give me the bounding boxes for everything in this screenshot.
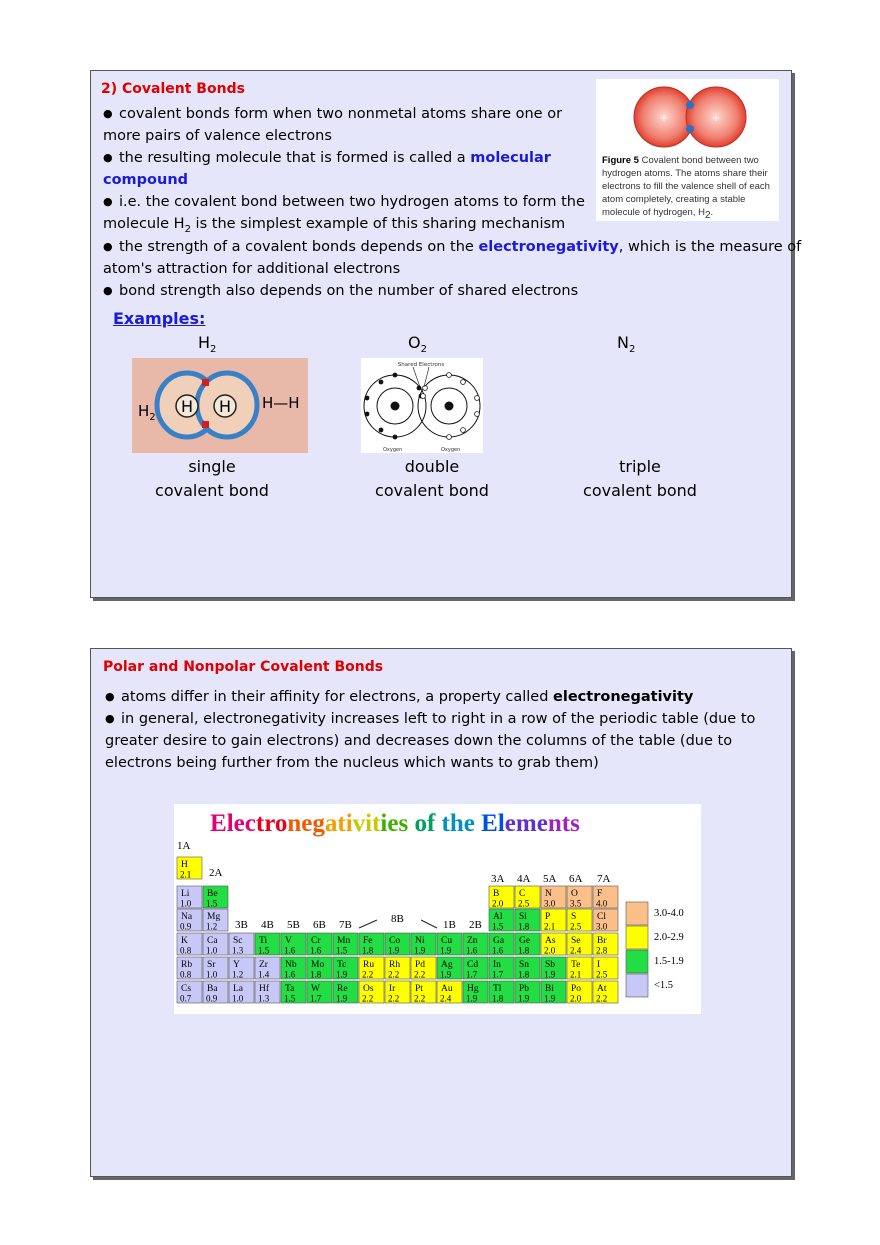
electron-icon <box>686 125 694 133</box>
h2-atoms-illustration <box>596 79 779 151</box>
element-symbol: Ga <box>493 936 505 946</box>
element-en-value: 1.4 <box>258 969 270 980</box>
bullet-1-cont: more pairs of valence electrons <box>103 128 332 144</box>
group-label-1b: 1B <box>443 919 456 931</box>
element-symbol: Tl <box>493 984 502 994</box>
element-en-value: 1.5 <box>492 921 504 932</box>
slide-title: Polar and Nonpolar Covalent Bonds <box>103 659 384 675</box>
element-en-value: 2.5 <box>570 921 582 932</box>
element-en-value: 2.1 <box>570 969 582 980</box>
element-en-value: 2.1 <box>544 921 556 932</box>
element-en-value: 1.2 <box>206 921 218 932</box>
element-en-value: 1.5 <box>284 993 296 1004</box>
element-en-value: 1.6 <box>310 945 322 956</box>
bullet-dot-icon: ● <box>105 690 115 703</box>
element-en-value: 1.5 <box>258 945 270 956</box>
element-en-value: 1.9 <box>440 969 452 980</box>
bullet-2-cont-2: electrons being further from the nucleus which wants to grab them) <box>105 755 599 771</box>
slide-title: 2) Covalent Bonds <box>101 81 245 97</box>
group-label-6b: 6B <box>313 919 326 931</box>
element-en-value: 2.2 <box>596 993 608 1004</box>
legend-range-label: 2.0-2.9 <box>654 932 684 943</box>
element-symbol: Cr <box>311 936 321 946</box>
element-en-value: 3.0 <box>596 921 608 932</box>
group-label-5a: 5A <box>543 873 557 885</box>
element-symbol: At <box>597 984 607 994</box>
element-en-value: 3.5 <box>570 898 582 909</box>
h-atom-left-label: H <box>180 397 194 416</box>
h2-structural-formula: H—H <box>262 394 300 412</box>
element-en-value: 0.9 <box>206 993 218 1004</box>
element-symbol: Ru <box>363 960 375 970</box>
element-en-value: 1.7 <box>310 993 322 1004</box>
periodic-table-graphic <box>174 804 701 1014</box>
term-electronegativity: electronegativity <box>553 689 694 705</box>
element-en-value: 1.8 <box>492 993 504 1004</box>
bullet-dot-icon: ● <box>103 240 113 253</box>
element-en-value: 1.0 <box>232 993 244 1004</box>
figure-caption: Figure 5 Covalent bond between two hydrogen atoms. The atoms share their electrons to fill the valence shell of each atom completely, creating a stable molecule of hydrogen, $H_2$. <box>602 155 770 221</box>
element-symbol: Hf <box>259 984 270 994</box>
nucleus-icon <box>445 402 454 411</box>
element-en-value: 1.9 <box>544 993 556 1004</box>
element-symbol: Fe <box>363 936 373 946</box>
element-symbol: Ni <box>415 936 425 946</box>
element-symbol: Te <box>571 960 581 970</box>
element-symbol: Ir <box>389 984 396 994</box>
element-en-value: 1.9 <box>544 969 556 980</box>
element-en-value: 4.0 <box>596 898 608 909</box>
element-en-value: 1.6 <box>466 945 478 956</box>
element-symbol: Co <box>389 936 401 946</box>
element-en-value: 2.2 <box>362 993 374 1004</box>
element-en-value: 1.9 <box>388 945 400 956</box>
element-symbol: C <box>519 889 526 899</box>
element-en-value: 2.0 <box>492 898 504 909</box>
element-symbol: Ta <box>285 984 295 994</box>
molecule-o2-label: $O_2$ <box>408 333 427 356</box>
legend-swatch <box>626 926 648 949</box>
bullet-3: ● i.e. the covalent bond between two hydrogen atoms to form the <box>103 191 585 213</box>
element-symbol: As <box>545 936 556 946</box>
element-en-value: 1.9 <box>440 945 452 956</box>
element-symbol: Os <box>363 984 374 994</box>
element-en-value: 2.2 <box>362 969 374 980</box>
element-en-value: 1.3 <box>232 945 244 956</box>
element-symbol: Au <box>441 984 453 994</box>
element-en-value: 1.9 <box>466 993 478 1004</box>
element-symbol: Tc <box>337 960 347 970</box>
legend-range-label: <1.5 <box>654 980 674 991</box>
element-symbol: F <box>597 889 603 899</box>
bullet-4: ● the strength of a covalent bonds depends on the electronegativity, which is the measure of <box>103 236 801 258</box>
element-symbol: N <box>545 889 552 899</box>
bullet-3-cont: molecule $H_2$ is the simplest example of this sharing mechanism <box>103 216 566 235</box>
proton-plus-icon: + <box>711 113 721 124</box>
element-en-value: 1.8 <box>518 945 530 956</box>
bullet-2-cont-1: greater desire to gain electrons) and decreases down the columns of the table (due to <box>105 733 733 749</box>
element-symbol: Y <box>233 960 240 970</box>
element-en-value: 1.9 <box>518 993 530 1004</box>
element-en-value: 1.6 <box>284 945 296 956</box>
element-en-value: 2.2 <box>414 969 426 980</box>
oxygen-left-label: Oxygen <box>383 447 403 453</box>
legend-range-label: 1.5-1.9 <box>654 956 684 967</box>
element-symbol: Cd <box>467 960 479 970</box>
legend-range-label: 3.0-4.0 <box>654 908 684 919</box>
element-symbol: Cl <box>597 912 606 922</box>
bullet-5: ● bond strength also depends on the number of shared electrons <box>103 280 578 302</box>
group-label-7b: 7B <box>339 919 352 931</box>
element-symbol: Cu <box>441 936 453 946</box>
triple-bond-caption: triple covalent bond <box>583 457 697 500</box>
element-symbol: Mo <box>311 960 325 970</box>
term-compound: compound <box>103 172 189 188</box>
element-en-value: 1.0 <box>180 898 192 909</box>
element-symbol: P <box>545 912 551 922</box>
element-symbol: Be <box>207 889 218 899</box>
element-symbol: Sn <box>519 960 530 970</box>
single-bond-caption: single covalent bond <box>155 457 269 500</box>
element-symbol: Mg <box>207 912 221 922</box>
legend-swatch <box>626 974 648 997</box>
element-en-value: 1.6 <box>492 945 504 956</box>
group-label-8b: 8B <box>391 913 404 925</box>
electron-icon <box>686 101 694 109</box>
element-en-value: 2.2 <box>388 993 400 1004</box>
bullet-dot-icon: ● <box>103 151 113 164</box>
examples-heading: Examples: <box>113 309 206 328</box>
element-en-value: 0.8 <box>180 969 192 980</box>
oxygen-right-label: Oxygen <box>441 447 461 453</box>
element-symbol: Ba <box>207 984 218 994</box>
legend-swatch <box>626 950 648 973</box>
element-en-value: 2.0 <box>544 945 556 956</box>
h2-bond-diagram <box>132 358 308 453</box>
element-symbol: Rb <box>181 960 193 970</box>
element-symbol: Po <box>571 984 582 994</box>
element-symbol: Bi <box>545 984 554 994</box>
element-symbol: Na <box>181 912 193 922</box>
element-en-value: 1.9 <box>336 969 348 980</box>
element-en-value: 0.7 <box>180 993 192 1004</box>
element-en-value: 1.0 <box>206 969 218 980</box>
proton-plus-icon: + <box>659 113 669 124</box>
element-en-value: 3.0 <box>544 898 556 909</box>
nucleus-icon <box>391 402 400 411</box>
bullet-4-cont: atom's attraction for additional electrons <box>103 261 401 277</box>
element-symbol: Mn <box>337 936 351 946</box>
element-en-value: 2.4 <box>440 993 452 1004</box>
element-en-value: 2.2 <box>414 993 426 1004</box>
element-symbol: K <box>181 936 188 946</box>
element-symbol: Ca <box>207 936 218 946</box>
element-symbol: V <box>285 936 292 946</box>
element-symbol: Pd <box>415 960 426 970</box>
element-en-value: 1.8 <box>310 969 322 980</box>
element-en-value: 1.2 <box>232 969 244 980</box>
figure-h2-covalent-bond <box>596 79 779 221</box>
element-en-value: 2.2 <box>388 969 400 980</box>
h-atom-right-label: H <box>218 397 232 416</box>
element-en-value: 1.3 <box>258 993 270 1004</box>
element-en-value: 0.9 <box>180 921 192 932</box>
term-molecular: molecular <box>470 150 551 166</box>
element-symbol: Hg <box>467 984 479 994</box>
element-symbol: O <box>571 889 578 899</box>
element-symbol: I <box>597 960 601 970</box>
element-en-value: 1.5 <box>336 945 348 956</box>
group-label-3b: 3B <box>235 919 248 931</box>
group-label-4b: 4B <box>261 919 274 931</box>
bullet-dot-icon: ● <box>105 712 115 725</box>
group-label-2a: 2A <box>209 867 223 879</box>
element-symbol: La <box>233 984 244 994</box>
element-symbol: Rh <box>389 960 401 970</box>
element-symbol: Se <box>571 936 581 946</box>
term-electronegativity: electronegativity <box>478 239 619 255</box>
element-en-value: 1.8 <box>518 969 530 980</box>
element-en-value: 2.8 <box>596 945 608 956</box>
element-en-value: 1.5 <box>206 898 218 909</box>
bullet-dot-icon: ● <box>103 107 113 120</box>
bullet-dot-icon: ● <box>103 195 113 208</box>
element-symbol: Sr <box>207 960 216 970</box>
element-en-value: 0.8 <box>180 945 192 956</box>
bullet-1: ● atoms differ in their affinity for electrons, a property called electronegativity <box>105 686 693 708</box>
element-en-value: 1.7 <box>466 969 478 980</box>
electronegativity-table <box>174 804 701 1014</box>
group-label-2b: 2B <box>469 919 482 931</box>
element-symbol: Si <box>519 912 527 922</box>
bullet-dot-icon: ● <box>103 284 113 297</box>
element-en-value: 1.8 <box>518 921 530 932</box>
slide-polar-nonpolar <box>90 648 792 1177</box>
element-en-value: 2.4 <box>570 945 582 956</box>
element-symbol: Pb <box>519 984 530 994</box>
element-symbol: Al <box>493 912 503 922</box>
element-symbol: Ge <box>519 936 531 946</box>
element-en-value: 2.5 <box>518 898 530 909</box>
molecule-n2-label: $N_2$ <box>617 333 636 356</box>
element-symbol: Zn <box>467 936 478 946</box>
o2-bond-diagram <box>361 358 483 453</box>
element-symbol: Br <box>597 936 607 946</box>
element-symbol: H <box>181 860 188 870</box>
double-bond-caption: double covalent bond <box>375 457 489 500</box>
element-en-value: 2.1 <box>180 869 192 880</box>
electron-icon <box>202 379 209 386</box>
element-symbol: Ag <box>441 960 453 970</box>
element-symbol: W <box>311 984 320 994</box>
element-en-value: 1.6 <box>284 969 296 980</box>
group-label-4a: 4A <box>517 873 531 885</box>
element-symbol: Cs <box>181 984 192 994</box>
group-label-7a: 7A <box>597 873 611 885</box>
element-en-value: 1.9 <box>414 945 426 956</box>
element-symbol: Ti <box>259 936 268 946</box>
element-symbol: Zr <box>259 960 268 970</box>
element-en-value: 2.0 <box>570 993 582 1004</box>
h2-formula: $H_2$ <box>138 402 156 423</box>
legend-swatch <box>626 902 648 925</box>
bullet-1: ● covalent bonds form when two nonmetal atoms share one or <box>103 103 562 125</box>
element-en-value: 1.8 <box>362 945 374 956</box>
bullet-2: ● in general, electronegativity increases left to right in a row of the periodic table (due to <box>105 708 755 730</box>
group-label-5b: 5B <box>287 919 300 931</box>
element-en-value: 2.5 <box>596 969 608 980</box>
element-symbol: B <box>493 889 500 899</box>
element-en-value: 1.0 <box>206 945 218 956</box>
group-label-6a: 6A <box>569 873 583 885</box>
electron-icon <box>202 421 209 428</box>
element-symbol: Li <box>181 889 190 899</box>
bullet-2: ● the resulting molecule that is formed is called a molecular <box>103 147 551 169</box>
group-label-1a: 1A <box>177 840 191 852</box>
element-symbol: Sc <box>233 936 243 946</box>
shared-electrons-label: Shared Electrons <box>397 362 445 368</box>
element-en-value: 1.7 <box>492 969 504 980</box>
element-symbol: Sb <box>545 960 556 970</box>
element-symbol: In <box>493 960 501 970</box>
molecule-h2-label: $H_2$ <box>198 333 217 356</box>
table-title: Electronegativities of the Elements <box>210 810 580 837</box>
slide-covalent-bonds <box>90 70 802 598</box>
group-label-3a: 3A <box>491 873 505 885</box>
element-symbol: S <box>571 912 577 922</box>
element-symbol: Pt <box>415 984 423 994</box>
element-symbol: Nb <box>285 960 297 970</box>
element-en-value: 1.9 <box>336 993 348 1004</box>
element-symbol: Re <box>337 984 348 994</box>
